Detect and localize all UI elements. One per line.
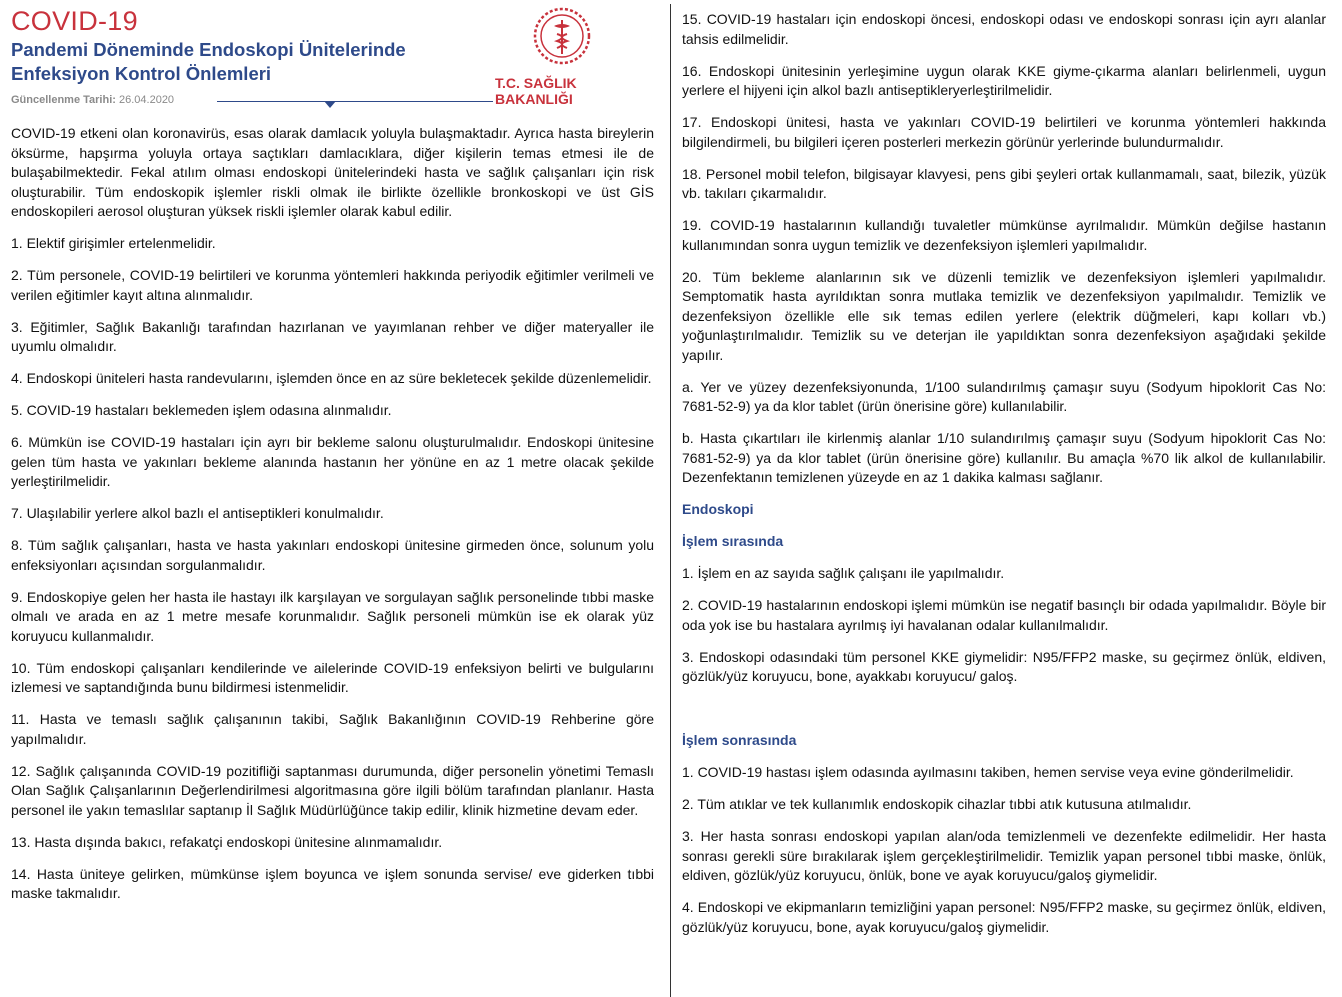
section-heading-after: İşlem sonrasında <box>682 732 797 748</box>
list-item: 6. Mümkün ise COVID-19 hastaları için ayrı bir bekleme salonu oluşturulmalıdır. Endoskopi ünitesine gelen tüm hasta ve yakınları bekleme alanında hastanın her yönüne en az 1 metre olacak şekilde yerleştirilmelidir. <box>11 434 654 489</box>
list-item: 2. Tüm atıklar ve tek kullanımlık endoskopik cihazlar tıbbi atık kutusuna atılmalıdır. <box>682 796 1192 812</box>
list-item: 1. Elektif girişimler ertelenmelidir. <box>11 235 216 251</box>
list-item: 10. Tüm endoskopi çalışanları kendilerinde ve ailelerinde COVID-19 enfeksiyon belirti ve bulgularını izlemesi ve saptandığında bunu bildirmesi istenmelidir. <box>11 659 654 695</box>
covid-label: COVID-19 <box>11 6 138 36</box>
list-item: 11. Hasta ve temaslı sağlık çalışanının takibi, Sağlık Bakanlığının COVID-19 Rehberine göre yapılmalıdır. <box>11 711 654 747</box>
list-item: 4. Endoskopi üniteleri hasta randevularını, işlemden önce en az süre bekletecek şekilde düzenlemelidir. <box>11 370 652 386</box>
ministry-emblem-icon <box>532 4 592 68</box>
list-item: 1. COVID-19 hastası işlem odasında ayılmasını takiben, hemen servise veya evine gönderilmelidir. <box>682 764 1294 780</box>
header-rule-marker <box>324 101 336 108</box>
list-item: 3. Endoskopi odasındaki tüm personel KKE giymelidir: N95/FFP2 maske, su geçirmez önlük, eldiven, gözlük/yüz koruyucu, bone, ayakkabı koruyucu/ galoş. <box>682 648 1326 684</box>
spacer <box>682 699 1326 731</box>
list-item: 5. COVID-19 hastaları beklemeden işlem odasına alınmalıdır. <box>11 402 392 418</box>
header-rule <box>217 101 493 102</box>
list-item: 2. COVID-19 hastalarının endoskopi işlemi mümkün ise negatif basınçlı bir odada yapılmalıdır. Böyle bir oda yok ise bu hastalara ayrılmış iyi havalanan odalar kullanılmalıdır. <box>682 597 1326 633</box>
list-item: 8. Tüm sağlık çalışanları, hasta ve hasta yakınları endoskopi ünitesine girmeden önce, solunum yolu enfeksiyonları açısından sorgulanmalıdır. <box>11 537 654 573</box>
list-item: 2. Tüm personele, COVID-19 belirtileri ve korunma yöntemleri hakkında periyodik eğitimler verilmeli ve verilen eğitimler kayıt altına alınmalıdır. <box>11 267 654 303</box>
list-item: 16. Endoskopi ünitesinin yerleşimine uygun olarak KKE giyme-çıkarma alanları belirlenmeli, uygun yerlere el hijyeni için alkol bazlı antiseptikleryerleştirilmelidir. <box>682 62 1326 98</box>
update-date-line <box>11 94 174 106</box>
list-item: 18. Personel mobil telefon, bilgisayar klavyesi, pens gibi şeyleri ortak kullanmamalı, saat, bilezik, yüzük vb. takıları çıkarmalıdır. <box>682 165 1326 201</box>
list-item: 9. Endoskopiye gelen her hasta ile hastayı ilk karşılayan ve sorgulayan sağlık personelinde tıbbi maske olmalı ve arada en az 1 metre mesafe korunmalıdır. Sağlık personeli mümkün ise ek olarak yüz koruyucu kullanmalıdır. <box>11 588 654 644</box>
list-item: 17. Endoskopi ünitesi, hasta ve yakınları COVID-19 belirtileri ve korunma yöntemleri hakkında bilgilendirmeli, bu bilgileri içeren posterleri merkezin görünür yerlerinde bulundurmalıdır. <box>682 114 1326 150</box>
list-item: 7. Ulaşılabilir yerlere alkol bazlı el antiseptikleri konulmalıdır. <box>11 505 384 521</box>
list-item: 3. Eğitimler, Sağlık Bakanlığı tarafından hazırlanan ve yayımlanan rehber ve diğer materyaller ile uyumlu olmalıdır. <box>11 318 654 354</box>
list-item: 13. Hasta dışında bakıcı, refakatçi endoskopi ünitesine alınmamalıdır. <box>11 833 443 850</box>
left-column <box>11 0 654 916</box>
list-item: 15. COVID-19 hastaları için endoskopi öncesi, endoskopi odası ve endoskopi sonrası için ayrı alanlar tahsis edilmelidir. <box>682 11 1326 47</box>
list-item: 19. COVID-19 hastalarının kullandığı tuvaletler mümkünse ayrılmalıdır. Mümkün değilse hastanın kullanımından sonra uygun temizlik ve dezenfeksiyon işlemleri yapılmalıdır. <box>682 217 1326 253</box>
list-item: 1. İşlem en az sayıda sağlık çalışanı ile yapılmalıdır. <box>682 565 1005 581</box>
right-column <box>682 10 1326 950</box>
ministry-name: T.C. SAĞLIK BAKANLIĞI <box>495 75 577 107</box>
column-divider <box>670 4 671 997</box>
list-item: 4. Endoskopi ve ekipmanların temizliğini yapan personel: N95/FFP2 maske, su geçirmez önlük, eldiven, gözlük/yüz koruyucu, bone, ayak koruyucu/galoş giymelidir. <box>682 899 1326 935</box>
list-item: b. Hasta çıkartıları ile kirlenmiş alanlar 1/10 sulandırılmış çamaşır suyu (Sodyum hipoklorit Cas No: 7681-52-9) ya da klor tablet (ürün önerisine göre) kullanılır. Bu amaçla %70 lik alkol de kullanılabilir. Dezenfektanın temizlenen yüzeyde en az 1 dakika kalması sağlanır. <box>682 430 1326 485</box>
update-label: Güncellenme Tarihi: <box>11 94 116 106</box>
intro-paragraph: COVID-19 etkeni olan koronavirüs, esas olarak damlacık yoluyla bulaşmaktadır. Ayrıca hasta bireylerin öksürme, hapşırma yoluyla ortaya saçtıkları damlacıklara, diğer kişilerin temas etmesi ile de bulaşabilmektedir. Fekal atılım olması endoskopi ünitelerindeki hasta ve sağlık çalışanları için risk oluşturabilir. Tüm endoskopik işlemler riskli olmak ile birlikte özellikle bronkoskopi ve üst GİS endoskopileri aerosol oluşturan yüksek riskli işlemler olarak kabul edilir. <box>11 125 654 219</box>
list-item: 3. Her hasta sonrası endoskopi yapılan alan/oda temizlenmeli ve dezenfekte edilmelidir. Her hasta sonrası gerekli süre bırakılarak işlem gerçekleştirilmelidir. Temizlik yapan personel tıbbi maske, önlük, eldiven, gözlük/yüz koruyucu, önlük, bone ve ayak koruyucu/galoş giymelidir. <box>682 828 1326 883</box>
document-title: Pandemi Döneminde Endoskopi Ünitelerinde Enfeksiyon Kontrol Önlemleri <box>11 39 406 84</box>
section-heading-endoskopi: Endoskopi <box>682 501 754 517</box>
list-item: a. Yer ve yüzey dezenfeksiyonunda, 1/100 sulandırılmış çamaşır suyu (Sodyum hipoklorit Cas No: 7681-52-9) ya da klor tablet (ürün önerisine göre) kullanılabilir. <box>682 378 1326 414</box>
list-item: 12. Sağlık çalışanında COVID-19 pozitifliği saptanması durumunda, diğer personelin yönetimi Temaslı Olan Sağlık Çalışanlarının Değerlendirilmesi algoritmasına göre ilgili bölüm tarafından planlanır. Hasta personel ile yakın temaslılar saptanıp İl Sağlık Müdürlüğünce takip edilir, klinik hizmetine devam eder. <box>11 762 654 818</box>
update-date: 26.04.2020 <box>119 94 175 106</box>
list-item: 20. Tüm bekleme alanlarının sık ve düzenli temizlik ve dezenfeksiyon işlemleri yapılmalıdır. Semptomatik hasta ayrıldıktan sonra mutlaka temizlik ve dezenfeksiyon yapılmalıdır. Temizlik ve dezenfeksiyon özellikle elle sık temas edilen yerlere (elektrik düğmeleri, kapı kolları vb.) yoğunlaştırılmalıdır. Temizlik su ve deterjan ile yapıldıktan sonra dezenfeksiyon aşağıdaki şekilde yapılır. <box>682 268 1326 363</box>
document-header <box>11 0 654 124</box>
list-item: 14. Hasta üniteye gelirken, mümkünse işlem boyunca ve işlem sonunda servise/ eve giderken tıbbi maske takmalıdır. <box>11 865 654 901</box>
section-heading-during: İşlem sırasında <box>682 533 784 549</box>
